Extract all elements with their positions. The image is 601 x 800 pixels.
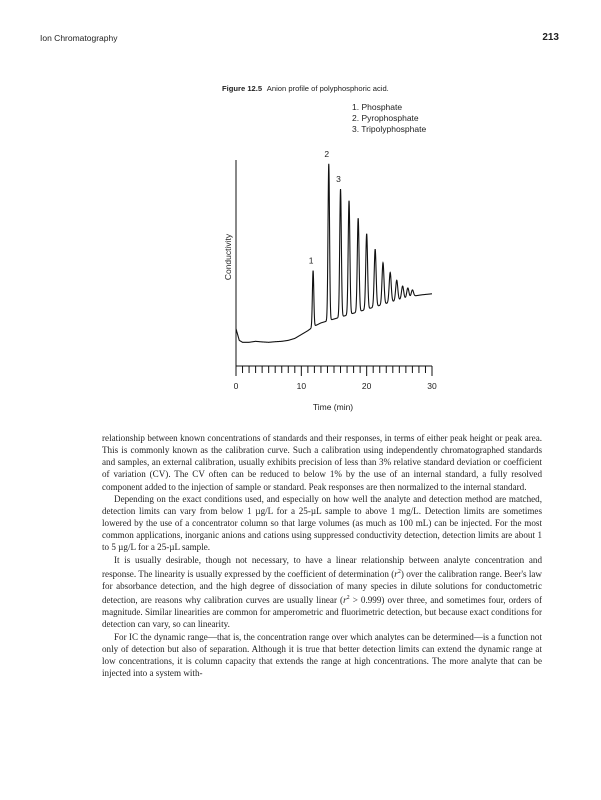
linearity-text-1: It is usually desirable, though not necessary, to have a linear relationship between analyte concentration and response. The linearity is usually expressed by the coefficient of determination (: [102, 554, 542, 579]
paragraph-dynamic-range: For IC the dynamic range—that is, the concentration range over which analytes can be determined—is a function not only of detection but also of separation. Although it is true that better detection limits can extend the dynamic range at low concentrations, it is column capacity that extends the range at high concentrations. The more analyte that can be injected into a system with-: [102, 631, 542, 679]
x-axis-label: Time (min): [312, 402, 354, 412]
figure-caption-text: Anion profile of polyphosphoric acid.: [266, 84, 389, 93]
x-tick-label: 30: [427, 381, 437, 391]
linearity-sup-1: 2: [397, 568, 401, 575]
linearity-text-3: > 0.999) over three, and sometimes four, orders of magnitude. Similar linearities are common for amperometric and fluorimetric detection, but because exact conditions for detection can vary, so can linearity.: [102, 595, 542, 630]
peak-label: 2: [324, 148, 330, 159]
y-axis-label: Conductivity: [223, 233, 233, 281]
x-tick-label: 20: [361, 381, 372, 391]
linearity-text-2: ) over the calibration range. Beer's law for absorbance detection, and the high degree of dissociation of many species in dilute solutions for conductometric detection, are reasons why calibration curves are usually linear (: [102, 568, 542, 606]
page-number: 213: [542, 32, 559, 43]
linearity-r-1: r: [394, 568, 398, 579]
peak-label: 3: [336, 174, 341, 185]
legend-entry: 1. Phosphate: [352, 102, 403, 112]
chart-trace-layer: [236, 164, 432, 342]
legend-entry: 2. Pyrophosphate: [352, 113, 419, 123]
paragraph-linearity: [102, 554, 542, 631]
chart-legend: [352, 102, 426, 134]
figure-label: Figure 12.5: [222, 84, 263, 93]
linearity-r-2: r: [343, 595, 347, 606]
x-tick-label: 0: [233, 381, 239, 391]
chart-axes: [236, 160, 432, 376]
chromatogram-trace: [236, 164, 432, 342]
paragraph-calibration: relationship between known concentrations of standards and their responses, in terms of either peak height or peak area. This is commonly known as the calibration curve. Such a calibration using independently chromatographed standards and samples, an external calibration, usually exhibits precision of less than 3% relative standard deviation or coefficient of variation (CV). The CV often can be reduced to below 1% by the use of an internal standard, a fully resolved component added to the injection of sample or standard. Peak responses are then normalized to the internal standard.: [102, 433, 542, 492]
running-head: Ion Chromatography: [40, 33, 118, 43]
paragraph-detection-limits: Depending on the exact conditions used, and especially on how well the analyte and detection method are matched, detection limits can vary from below 1 µg/L for a 25-µL sample to above 1 mg/L. Detection limits are sometimes lowered by the use of a concentrator column so that large volumes (as much as 100 mL) can be injected. For the most common applications, inorganic anions and cations using suppressed conductivity detection, detection limits are about 1 to 5 µg/L for a 25-µL sample.: [102, 493, 542, 553]
legend-entry: 3. Tripolyphosphate: [352, 124, 427, 134]
linearity-sup-2: 2: [346, 595, 350, 602]
body-text: [102, 432, 542, 679]
x-tick-label: 10: [296, 381, 307, 391]
peak-label: 1: [308, 255, 314, 266]
